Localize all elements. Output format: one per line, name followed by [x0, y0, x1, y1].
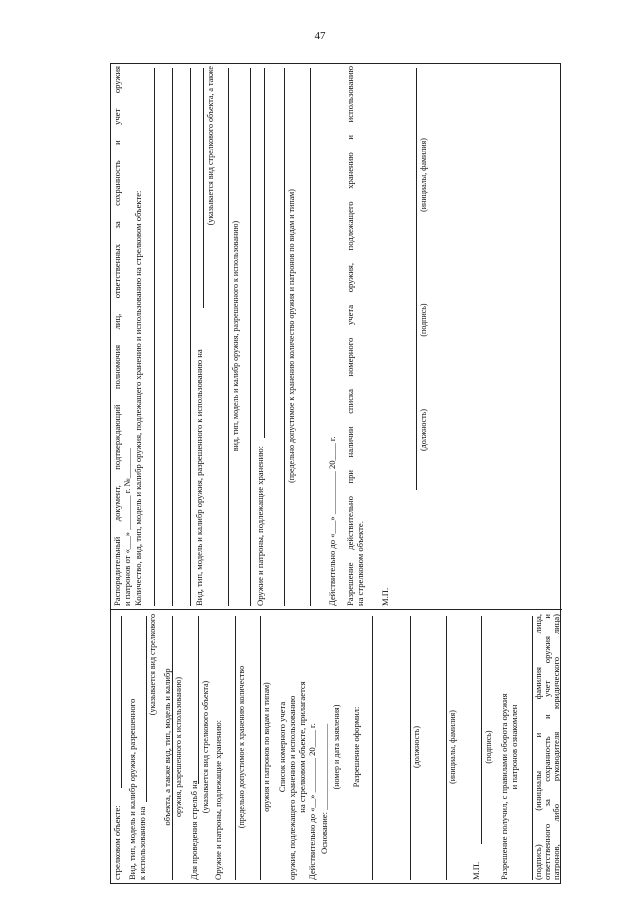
right-line-6: Оружие и патроны, подлежащие хранению: — [255, 445, 265, 606]
left-line-23: и патронов ознакомлен — [509, 704, 519, 790]
permit-form — [110, 62, 562, 884]
right-line-5: вид, тип, модель и калибр оружия, разрешенного к использованию) — [231, 220, 240, 452]
right-rule — [172, 68, 173, 606]
left-line-16: (номер и дата заявления) — [332, 704, 341, 790]
left-line-26: патронов, либо руководителя юридического лица) — [551, 614, 561, 880]
left-rule — [172, 616, 173, 880]
right-line-0: Распорядительный документ, подтверждающий полномочия лиц, ответственных за сохранность и учет оружия — [112, 66, 122, 606]
right-line-3: Вид, тип, модель и калибр оружия, разрешенного к использованию на — [194, 349, 204, 606]
right-line-4: (указывается вид стрелкового объекта, а также — [206, 66, 215, 226]
left-line-1: Вид, тип, модель и калибр оружия, разрешенного — [127, 698, 137, 880]
left-rule — [198, 616, 199, 784]
left-line-8: Оружие и патроны, подлежащие хранению: — [213, 719, 223, 880]
left-rule — [146, 616, 147, 802]
right-line-1: и патронов от «___» ________ г. №_______ — [122, 448, 132, 606]
left-rule — [446, 616, 447, 880]
page-number: 47 — [314, 30, 326, 42]
left-rule — [481, 616, 482, 844]
right-rule — [203, 68, 204, 308]
right-line-7: (предельно допустимое к хранению количество оружия и патронов по видам и типам) — [287, 189, 296, 483]
left-rule — [372, 616, 373, 880]
right-line-12: (должность) — [419, 409, 428, 451]
right-rule — [154, 68, 155, 606]
left-rule — [410, 616, 411, 880]
left-line-24: (подпись) (инициалы и фамилия лица, — [533, 614, 543, 880]
left-line-13: на стрелковом объекте, прилагается — [297, 681, 307, 813]
right-rule — [228, 68, 229, 606]
right-line-11: М.П. — [380, 587, 390, 606]
left-line-10: оружия и патронов по видам и типам) — [262, 682, 271, 812]
left-line-17: Разрешение оформил: — [351, 706, 361, 788]
left-line-3: (указывается вид стрелкового — [148, 614, 157, 716]
left-line-6: Для проведения стрельб на — [189, 780, 199, 880]
right-rule — [284, 68, 285, 606]
left-rule — [121, 616, 122, 788]
left-line-7: (указывается вид стрелкового объекта) — [201, 680, 210, 814]
right-line-2: Количество, вид, тип, модель и калибр оружия, подлежащего хранению и использованию на стрелковом объекте: — [133, 190, 143, 606]
right-line-10: на стрелковом объекте. — [355, 521, 365, 606]
left-line-11: Список номерного учета — [277, 701, 287, 793]
rotated-form-container — [110, 62, 562, 884]
left-line-15: Основание: ____________________ — [319, 723, 329, 854]
right-rule — [190, 68, 191, 606]
right-rule — [264, 68, 265, 438]
left-line-20: М.П. — [471, 861, 481, 880]
right-rule — [310, 68, 311, 606]
permit-body-column — [110, 62, 562, 610]
left-line-14: Действительно до «__» ________ 20____ г. — [307, 723, 317, 880]
left-line-22: Разрешение получил, с правилами оборота оружия — [499, 693, 509, 880]
left-line-9: (предельно допустимое к хранению количество — [237, 665, 246, 829]
left-rule — [235, 616, 236, 880]
right-rule — [416, 68, 417, 490]
left-line-25: ответственного за сохранность и учет оружия и — [542, 614, 552, 880]
left-line-5: оружия, разрешенного к использованию) — [174, 677, 183, 817]
left-line-2: к использованию на — [137, 806, 147, 880]
counterfoil-column — [110, 609, 562, 884]
left-line-18: (должность) — [412, 726, 421, 768]
left-line-12: оружия, подлежащего хранению и использованию — [287, 695, 297, 880]
left-line-21: (подпись) — [484, 730, 493, 764]
left-line-0: стрелковом объекте: — [112, 805, 122, 880]
left-line-4: объекта, а также вид, тип, модель и калибр — [162, 668, 172, 826]
left-line-19: (инициалы, фамилия) — [448, 710, 457, 784]
right-line-8: Действительно до «___» __________ 20____ г. — [327, 436, 337, 606]
left-rule — [260, 616, 261, 880]
right-line-13: (подпись) — [419, 303, 428, 337]
right-line-14: (инициалы, фамилия) — [419, 138, 428, 212]
right-rule — [250, 68, 251, 606]
right-line-9: Разрешение действительно при наличии списка номерного учета оружия, подлежащего хранению и использованию — [345, 66, 355, 606]
